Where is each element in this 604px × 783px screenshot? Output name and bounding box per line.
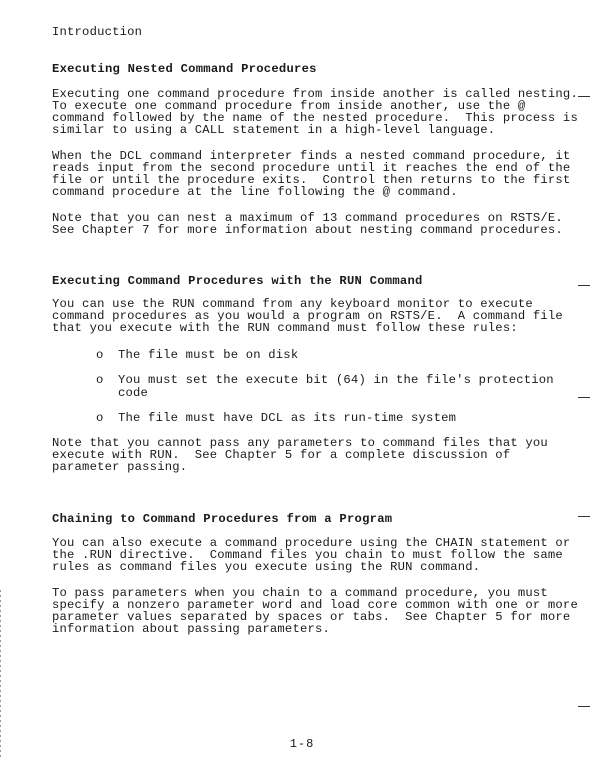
list-item: The file must be on disk — [118, 348, 299, 362]
scan-edge-mark — [0, 590, 1, 760]
running-header: Introduction — [52, 25, 143, 39]
change-bar — [578, 397, 590, 398]
list-item: You must set the execute bit (64) in the file's protection — [118, 373, 554, 387]
bullet-marker: o — [96, 373, 104, 387]
paragraph-line: the .RUN directive. Command files you chain to must follow the same — [52, 548, 563, 562]
change-bar — [578, 285, 590, 286]
paragraph-line: reads input from the second procedure until it reaches the end of the — [52, 161, 571, 175]
bullet-marker: o — [96, 348, 104, 362]
paragraph-line: To pass parameters when you chain to a command procedure, you must — [52, 586, 548, 600]
paragraph-line: command followed by the name of the nested procedure. This process is — [52, 111, 578, 125]
bullet-marker: o — [96, 411, 104, 425]
paragraph-line: command procedures as you would a program on RSTS/E. A command file — [52, 309, 563, 323]
paragraph-line: rules as command files you execute using the RUN command. — [52, 560, 481, 574]
section-heading-nested: Executing Nested Command Procedures — [52, 62, 317, 76]
page-number: 1-8 — [289, 737, 315, 751]
paragraph-line: Executing one command procedure from inside another is called nesting. — [52, 87, 578, 101]
paragraph-line: specify a nonzero parameter word and load core common with one or more — [52, 598, 578, 612]
change-bar — [578, 516, 590, 517]
paragraph-line: information about passing parameters. — [52, 622, 331, 636]
paragraph-line: To execute one command procedure from inside another, use the @ — [52, 99, 526, 113]
paragraph-line: command procedure at the line following the @ command. — [52, 185, 458, 199]
change-bar — [578, 706, 590, 707]
section-heading-chain: Chaining to Command Procedures from a Program — [52, 512, 393, 526]
paragraph-line: parameter values separated by spaces or tabs. See Chapter 5 for more — [52, 610, 571, 624]
paragraph-line: When the DCL command interpreter finds a nested command procedure, it — [52, 149, 571, 163]
list-item-continuation: code — [118, 386, 149, 400]
paragraph-line: You can use the RUN command from any keyboard monitor to execute — [52, 297, 533, 311]
paragraph-line: Note that you cannot pass any parameters to command files that you — [52, 436, 548, 450]
paragraph-line: file or until the procedure exits. Control then returns to the first — [52, 173, 571, 187]
paragraph-line: See Chapter 7 for more information about nesting command procedures. — [52, 223, 563, 237]
paragraph-line: execute with RUN. See Chapter 5 for a complete discussion of — [52, 448, 511, 462]
change-bar — [578, 96, 590, 97]
paragraph-line: Note that you can nest a maximum of 13 command procedures on RSTS/E. — [52, 211, 563, 225]
paragraph-line: parameter passing. — [52, 460, 188, 474]
paragraph-line: You can also execute a command procedure using the CHAIN statement or — [52, 536, 571, 550]
section-heading-run: Executing Command Procedures with the RUN Command — [52, 274, 423, 288]
paragraph-line: that you execute with the RUN command must follow these rules: — [52, 321, 518, 335]
paragraph-line: similar to using a CALL statement in a high-level language. — [52, 123, 496, 137]
list-item: The file must have DCL as its run-time system — [118, 411, 457, 425]
